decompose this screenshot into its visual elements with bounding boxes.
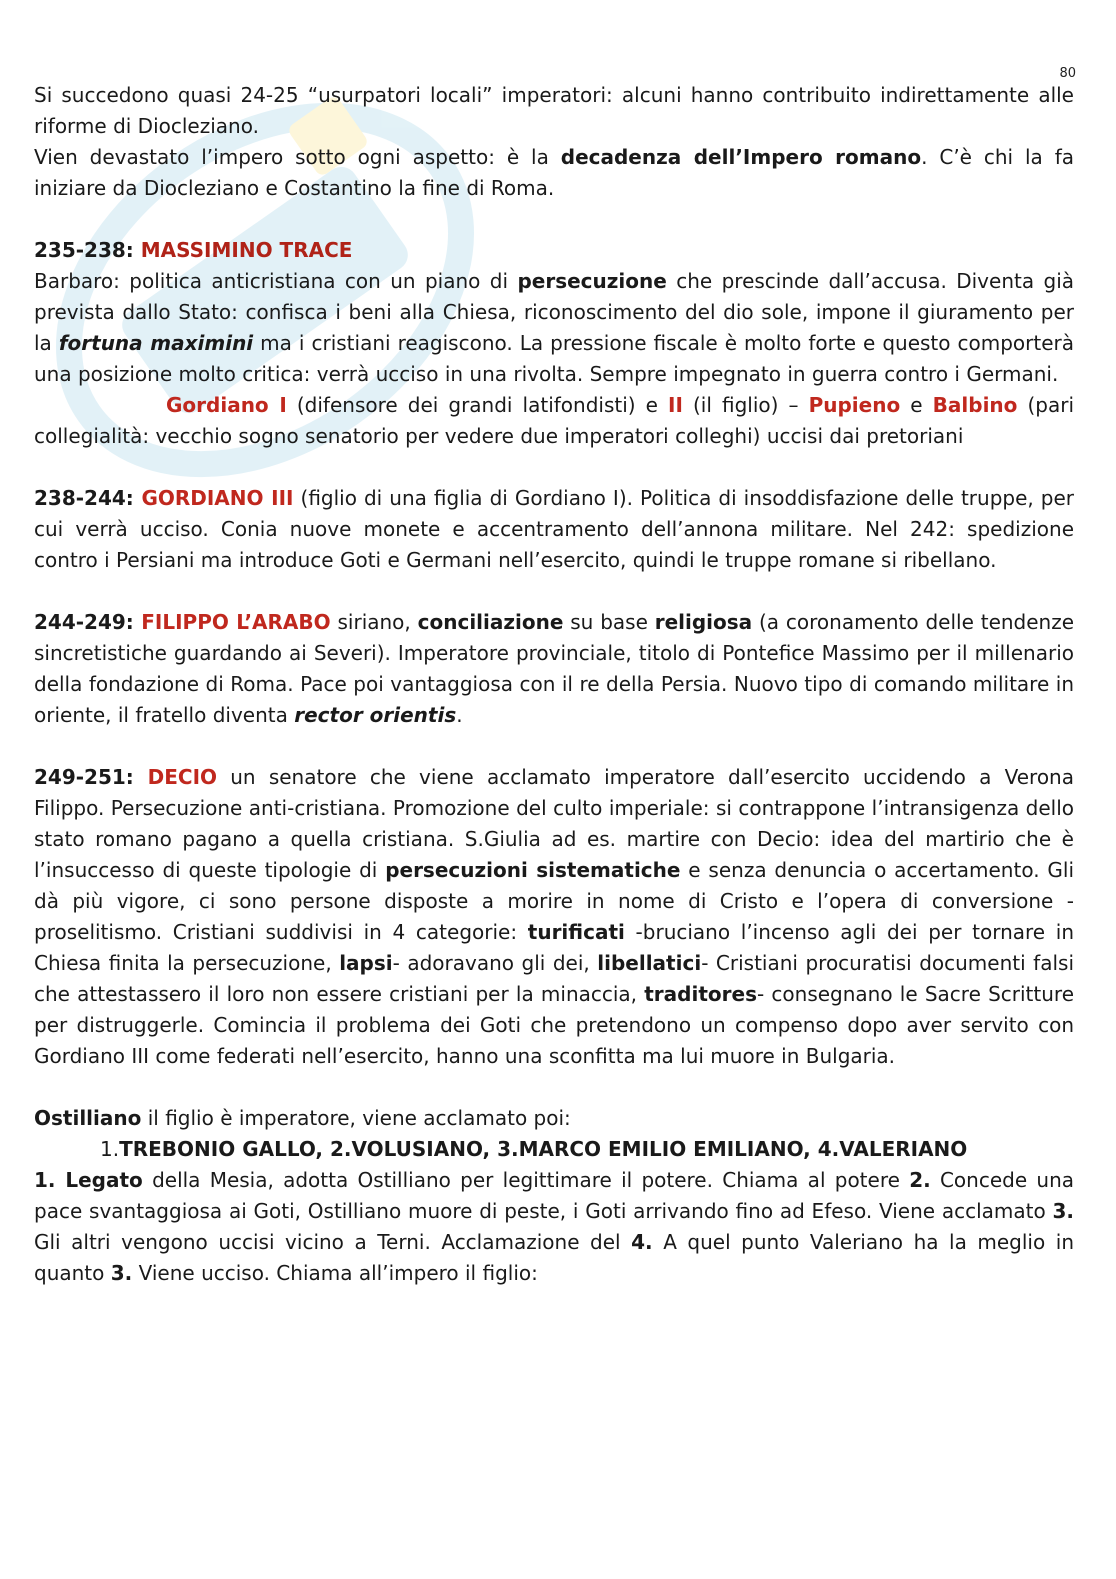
- gordiani-text-3: e: [900, 393, 933, 417]
- gordiano-iii-years: 238-244:: [34, 486, 142, 510]
- balbino-name: Balbino: [932, 393, 1018, 417]
- gordiano-iii-text: (figlio di una figlia di Gordiano I). Politica di insoddisfazione delle truppe, per cui verrà ucciso. Conia nuove monete e accentramento dell’annona militare. Nel 242: spedizione contro i Persiani ma introduce Goti e Germani nell’esercito, quindi le truppe romane si ribellano.: [34, 486, 1074, 572]
- religiosa-term: religiosa: [654, 610, 753, 634]
- filippo-text-1: siriano,: [330, 610, 418, 634]
- intro-paragraph-2: [34, 142, 1074, 204]
- rector-orientis-term: rector orientis: [294, 703, 457, 727]
- filippo-years: 244-249:: [34, 610, 142, 634]
- intro-text-2a: Vien devastato l’impero sotto ogni aspetto: è la: [34, 145, 561, 169]
- filippo-text-3: (a coronamento delle tendenze sincretistiche guardando ai Severi). Imperatore provinciale, titolo di Pontefice Massimo per il millenario della fondazione di Roma. Pace poi vantaggiosa con il re della Persia. Nuovo tipo di comando militare in oriente, il fratello diventa: [34, 610, 1075, 727]
- page-number: 80: [1059, 66, 1076, 81]
- filippo-text-2: su base: [563, 610, 655, 634]
- persecuzioni-sistematiche-term: persecuzioni sistematiche: [385, 858, 681, 882]
- libellatici-term: libellatici: [597, 951, 702, 975]
- gordiano-iii-paragraph: [34, 483, 1074, 576]
- massimino-name: MASSIMINO TRACE: [140, 238, 353, 262]
- gordiano-i-name: Gordiano I: [166, 393, 287, 417]
- traditores-term: traditores: [644, 982, 757, 1006]
- gordiani-text-1: (difensore dei grandi latifondisti) e: [286, 393, 669, 417]
- emperors-text-5: Viene ucciso. Chiama all’impero il figlio:: [132, 1261, 538, 1285]
- section-heading-massimino: [34, 235, 1074, 266]
- massimino-text-2: che prescinde dall’accusa. Diventa già prevista dallo Stato: confisca i beni alla Chiesa, riconoscimento del dio sole, impone il giuramento per la: [34, 269, 1075, 355]
- ref-4: 4.: [631, 1230, 653, 1254]
- document-body: [34, 80, 1074, 1289]
- turificati-term: turificati: [527, 920, 625, 944]
- decio-text-4: - adoravano gli dei,: [392, 951, 598, 975]
- emperors-list-number: 1.: [100, 1137, 120, 1161]
- massimino-years: 235-238:: [34, 238, 141, 262]
- decio-text-3: -bruciano l’incenso agli dei per tornare in Chiesa finita la persecuzione,: [34, 920, 1075, 975]
- filippo-paragraph: [34, 607, 1074, 731]
- massimino-text-1: Barbaro: politica anticristiana con un piano di: [34, 269, 518, 293]
- decio-years: 249-251:: [34, 765, 148, 789]
- decio-text-1: un senatore che viene acclamato imperatore dall’esercito uccidendo a Verona Filippo. Persecuzione anti-cristiana. Promozione del culto imperiale: si contrappone l’intransigenza dello stato romano pagano a quella cristiana. S.Giulia ad es. martire con Decio: idea del martirio che è l’insuccesso di queste tipologie di: [34, 765, 1074, 882]
- decio-text-6: - consegnano le Sacre Scritture per distruggerle. Comincia il problema dei Goti che pretendono un compenso dopo aver servito con Gordiano III come federati nell’esercito, hanno una sconfitta ma lui muore in Bulgaria.: [34, 982, 1075, 1068]
- legato-term: 1. Legato: [34, 1168, 143, 1192]
- persecuzione-term: persecuzione: [517, 269, 667, 293]
- conciliazione-term: conciliazione: [417, 610, 564, 634]
- ostilliano-name: Ostilliano: [34, 1106, 142, 1130]
- fortuna-maximini-term: fortuna maximini: [58, 331, 254, 355]
- emperors-list-text: TREBONIO GALLO, 2.VOLUSIANO, 3.MARCO EMILIO EMILIANO, 4.VALERIANO: [119, 1137, 968, 1161]
- gordiani-paragraph: [34, 390, 1074, 452]
- emperors-text-3: Gli altri vengono uccisi vicino a Terni. Acclamazione del: [34, 1230, 632, 1254]
- emperors-paragraph: [34, 1165, 1074, 1289]
- ostilliano-paragraph: [34, 1103, 1074, 1134]
- filippo-name: FILIPPO L’ARABO: [141, 610, 331, 634]
- ostilliano-text: il figlio è imperatore, viene acclamato poi:: [141, 1106, 571, 1130]
- filippo-text-4: .: [456, 703, 463, 727]
- massimino-paragraph: [34, 266, 1074, 390]
- gordiani-text-4: (pari collegialità: vecchio sogno senatorio per vedere due imperatori colleghi) uccisi dai pretoriani: [34, 393, 1075, 448]
- decadenza-term: decadenza dell’Impero romano: [560, 145, 922, 169]
- intro-paragraph-1: [34, 80, 1074, 142]
- pupieno-name: Pupieno: [808, 393, 901, 417]
- decio-paragraph: [34, 762, 1074, 1072]
- lapsi-term: lapsi: [339, 951, 393, 975]
- decio-text-2: e senza denuncia o accertamento. Gli dà più vigore, ci sono persone disposte a morire in nome di Cristo e l’opera di conversione -proselitismo. Cristiani suddivisi in 4 categorie:: [34, 858, 1074, 944]
- ref-2: 2.: [909, 1168, 931, 1192]
- ref-3a: 3.: [1052, 1199, 1074, 1223]
- emperors-text-2: Concede una pace svantaggiosa ai Goti, Ostilliano muore di peste, i Goti arrivando fino ad Efeso. Viene acclamato: [34, 1168, 1075, 1223]
- gordiano-iii-name: GORDIANO III: [141, 486, 294, 510]
- gordiano-ii-name: II: [668, 393, 683, 417]
- emperors-text-1: della Mesia, adotta Ostilliano per legittimare il potere. Chiama al potere: [142, 1168, 910, 1192]
- emperors-list: [34, 1134, 1074, 1165]
- intro-text-1: Si succedono quasi 24-25 “usurpatori locali” imperatori: alcuni hanno contribuito indirettamente alle riforme di Diocleziano.: [34, 83, 1074, 138]
- decio-name: DECIO: [147, 765, 218, 789]
- massimino-text-3: ma i cristiani reagiscono. La pressione fiscale è molto forte e questo comporterà una posizione molto critica: verrà ucciso in una rivolta. Sempre impegnato in guerra contro i Germani.: [34, 331, 1075, 386]
- emperors-text-4: A quel punto Valeriano ha la meglio in quanto: [34, 1230, 1074, 1285]
- decio-text-5: - Cristiani procuratisi documenti falsi che attestassero il loro non essere cristiani per la minaccia,: [34, 951, 1074, 1006]
- intro-text-2c: . C’è chi la fa iniziare da Diocleziano e Costantino la fine di Roma.: [34, 145, 1074, 200]
- gordiani-text-2: (il figlio) –: [682, 393, 809, 417]
- ref-3b: 3.: [110, 1261, 133, 1285]
